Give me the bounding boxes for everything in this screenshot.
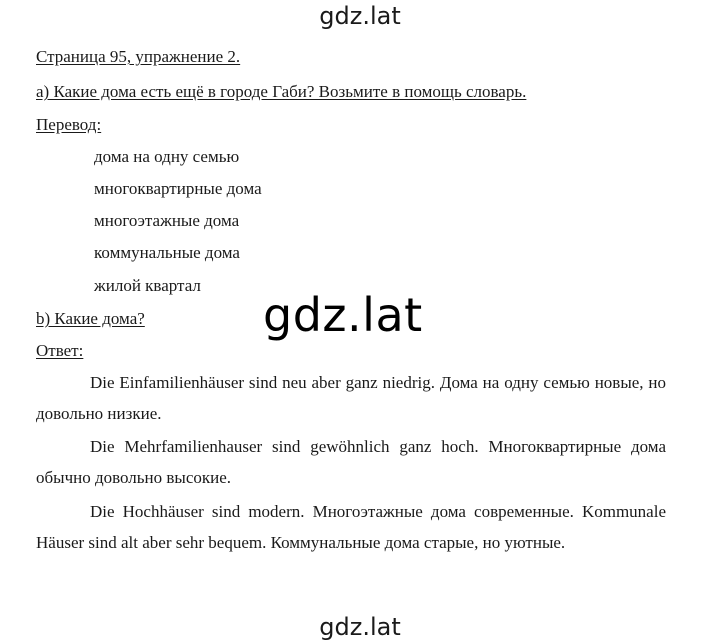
answer-paragraph: Die Einfamilienhäuser sind neu aber ganz niedrig. Дома на одну семью новые, но довольно низкие.: [36, 373, 666, 423]
translation-item: коммунальные дома: [94, 243, 240, 262]
task-a-question: а) Какие дома есть ещё в городе Габи? Возьмите в помощь словарь.: [36, 82, 527, 101]
task-b-question: b) Какие дома?: [36, 309, 145, 328]
answer-label: Ответ:: [36, 341, 84, 360]
watermark-top: gdz.lat: [319, 2, 401, 30]
translation-item: дома на одну семью: [94, 147, 240, 166]
watermark-center: gdz.lat: [263, 288, 423, 342]
answer-paragraph: Die Hochhäuser sind modern. Многоэтажные дома современные. Kommunale Häuser sind alt aber sehr bequem. Коммунальные дома старые, но уютные.: [36, 502, 666, 552]
translation-item: многоэтажные дома: [94, 211, 240, 230]
page-heading: Страница 95, упражнение 2.: [36, 47, 241, 66]
answer-paragraph: Die Mehrfamilienhauser sind gewöhnlich ganz hoch. Многоквартирные дома обычно довольно высокие.: [36, 437, 666, 487]
translation-label: Перевод:: [36, 115, 102, 134]
watermark-bottom: gdz.lat: [319, 613, 401, 641]
translation-item: жилой квартал: [94, 276, 201, 295]
translation-item: многоквартирные дома: [94, 179, 262, 198]
